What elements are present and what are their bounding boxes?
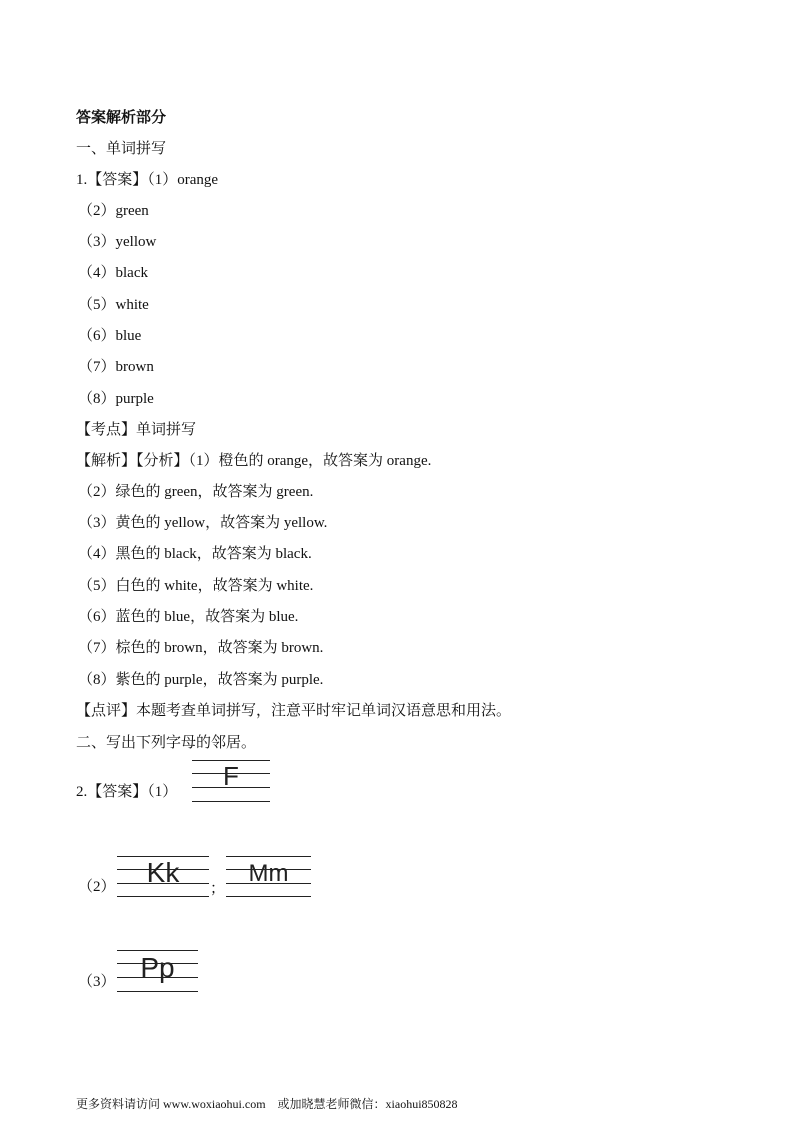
q2-2-prefix: （2） xyxy=(78,879,116,895)
answer-item: （8）purple xyxy=(78,391,154,407)
letter-grid-3 xyxy=(117,950,198,994)
answer-item: （3）yellow xyxy=(78,234,157,250)
part2-title: 二、写出下列字母的邻居。 xyxy=(76,735,257,751)
answer-item: （5）white xyxy=(78,297,149,313)
footer: 更多资料请访问 www.woxiaohui.com 或加晓慧老师微信：xiaohui850828 xyxy=(76,1097,458,1111)
section-heading: 答案解析部分 xyxy=(76,110,167,126)
q1-answer-line: 1.【答案】（1）orange xyxy=(76,172,219,188)
analysis-item: （4）黑色的 black，故答案为 black. xyxy=(78,546,312,562)
letter-grid-2a xyxy=(117,856,209,900)
analysis-item: （6）蓝色的 blue，故答案为 blue. xyxy=(78,609,299,625)
part1-title: 一、单词拼写 xyxy=(76,141,167,157)
separator: ； xyxy=(210,881,226,897)
answer-item: （2）green xyxy=(78,203,149,219)
answer-item: （6）blue xyxy=(78,328,142,344)
kaodian-line: 【考点】单词拼写 xyxy=(76,422,197,438)
analysis-item: （8）紫色的 purple，故答案为 purple. xyxy=(78,672,324,688)
analysis-item: （2）绿色的 green，故答案为 green. xyxy=(78,484,314,500)
letter-grid-2b xyxy=(226,856,311,900)
analysis-item: （3）黄色的 yellow，故答案为 yellow. xyxy=(78,515,328,531)
comment-line: 【点评】本题考查单词拼写，注意平时牢记单词汉语意思和用法。 xyxy=(76,703,512,719)
grid-letters: Pp xyxy=(140,952,175,983)
q2-3-prefix: （3） xyxy=(78,974,116,990)
analysis-item: （5）白色的 white，故答案为 white. xyxy=(78,578,314,594)
analysis-line: 【解析】【分析】（1）橙色的 orange，故答案为 orange. xyxy=(76,453,432,469)
analysis-item: （7）棕色的 brown，故答案为 brown. xyxy=(78,640,324,656)
answer-item: （7）brown xyxy=(78,359,154,375)
q2-answer-prefix: 2.【答案】（1） xyxy=(76,784,178,800)
answer-item: （4）black xyxy=(78,265,148,281)
grid-letters: Mm xyxy=(248,860,289,887)
grid-letters: Kk xyxy=(146,857,180,888)
letter-grid-1 xyxy=(192,760,270,804)
grid-letters: F xyxy=(223,761,239,791)
